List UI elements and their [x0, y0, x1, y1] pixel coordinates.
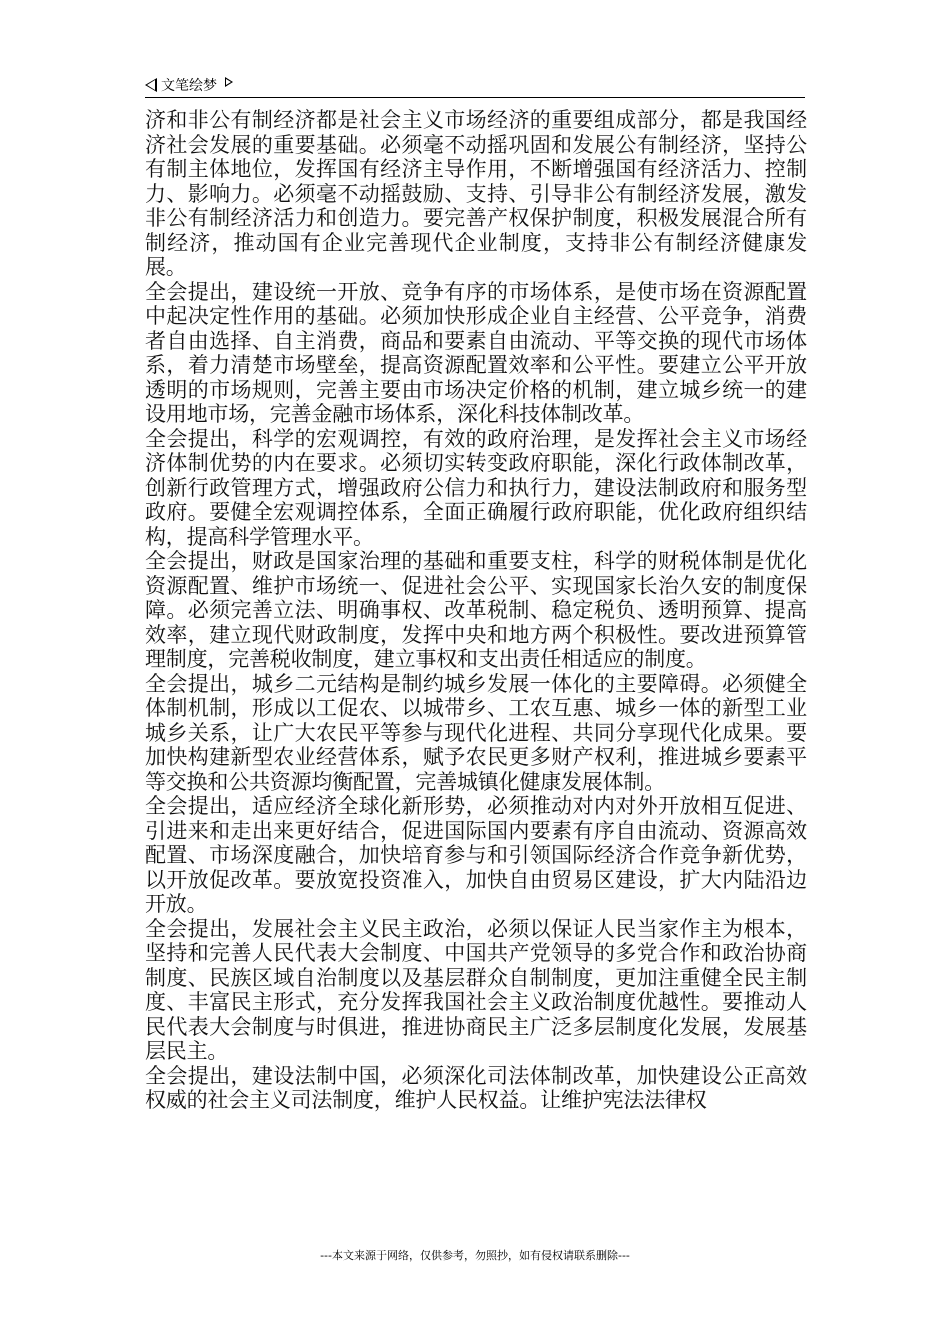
header-divider	[145, 97, 805, 98]
paragraph: 全会提出，科学的宏观调控，有效的政府治理，是发挥社会主义市场经济体制优势的内在要求。必须切实转变政府职能，深化行政体制改革，创新行政管理方式，增强政府公信力和执行力，建设法制政府和服务型政府。要健全宏观调控体系，全面正确履行政府职能，优化政府组织结构，提高科学管理水平。	[145, 426, 807, 549]
paragraph: 全会提出，建设法制中国，必须深化司法体制改革，加快建设公正高效权威的社会主义司法制度，维护人民权益。让维护宪法法律权	[145, 1063, 807, 1112]
paragraph: 全会提出，财政是国家治理的基础和重要支柱，科学的财税体制是优化资源配置、维护市场统一、促进社会公平、实现国家长治久安的制度保障。必须完善立法、明确事权、改革税制、稳定税负、透明预算、提高效率，建立现代财政制度，发挥中央和地方两个积极性。要改进预算管理制度，完善税收制度，建立事权和支出责任相适应的制度。	[145, 549, 807, 671]
paragraph: 全会提出，城乡二元结构是制约城乡发展一体化的主要障碍。必须健全体制机制，形成以工促农、以城带乡、工农互惠、城乡一体的新型工业城乡关系，让广大农民平等参与现代化进程、共同分享现代化成果。要加快构建新型农业经营体系，赋予农民更多财产权利，推进城乡要素平等交换和公共资源均衡配置，完善城镇化健康发展体制。	[145, 671, 807, 794]
document-body	[145, 108, 807, 1113]
footer-notice: ---本文来源于网络，仅供参考，勿照抄，如有侵权请联系删除---	[320, 1249, 630, 1262]
paragraph: 济和非公有制经济都是社会主义市场经济的重要组成部分，都是我国经济社会发展的重要基础。必须毫不动摇巩固和发展公有制经济，坚持公有制主体地位，发挥国有经济主导作用，不断增强国有经济活力、控制力、影响力。必须毫不动摇鼓励、支持、引导非公有制经济发展，激发非公有制经济活力和创造力。要完善产权保护制度，积极发展混合所有制经济，推动国有企业完善现代企业制度，支持非公有制经济健康发展。	[145, 108, 807, 279]
page-header	[145, 74, 805, 96]
triangle-right-icon	[225, 77, 233, 87]
paragraph: 全会提出，适应经济全球化新形势，必须推动对内对外开放相互促进、引进来和走出来更好结合，促进国际国内要素有序自由流动、资源高效配置、市场深度融合，加快培育参与和引领国际经济合作竞争新优势，以开放促改革。要放宽投资准入，加快自由贸易区建设，扩大内陆沿边开放。	[145, 794, 807, 916]
paragraph: 全会提出，发展社会主义民主政治，必须以保证人民当家作主为根本，坚持和完善人民代表大会制度、中国共产党领导的多党合作和政治协商制度、民族区域自治制度以及基层群众自制制度，更加注重健全民主制度、丰富民主形式，充分发挥我国社会主义政治制度优越性。要推动人民代表大会制度与时俱进，推进协商民主广泛多层制度化发展，发展基层民主。	[145, 916, 807, 1063]
paragraph: 全会提出，建设统一开放、竞争有序的市场体系，是使市场在资源配置中起决定性作用的基础。必须加快形成企业自主经营、公平竞争，消费者自由选择、自主消费，商品和要素自由流动、平等交换的现代市场体系，着力清楚市场壁垒，提高资源配置效率和公平性。要建立公平开放透明的市场规则，完善主要由市场决定价格的机制，建立城乡统一的建设用地市场，完善金融市场体系，深化科技体制改革。	[145, 279, 807, 426]
triangle-left-icon	[145, 78, 157, 92]
header-brand: 文笔绘梦	[161, 78, 217, 94]
